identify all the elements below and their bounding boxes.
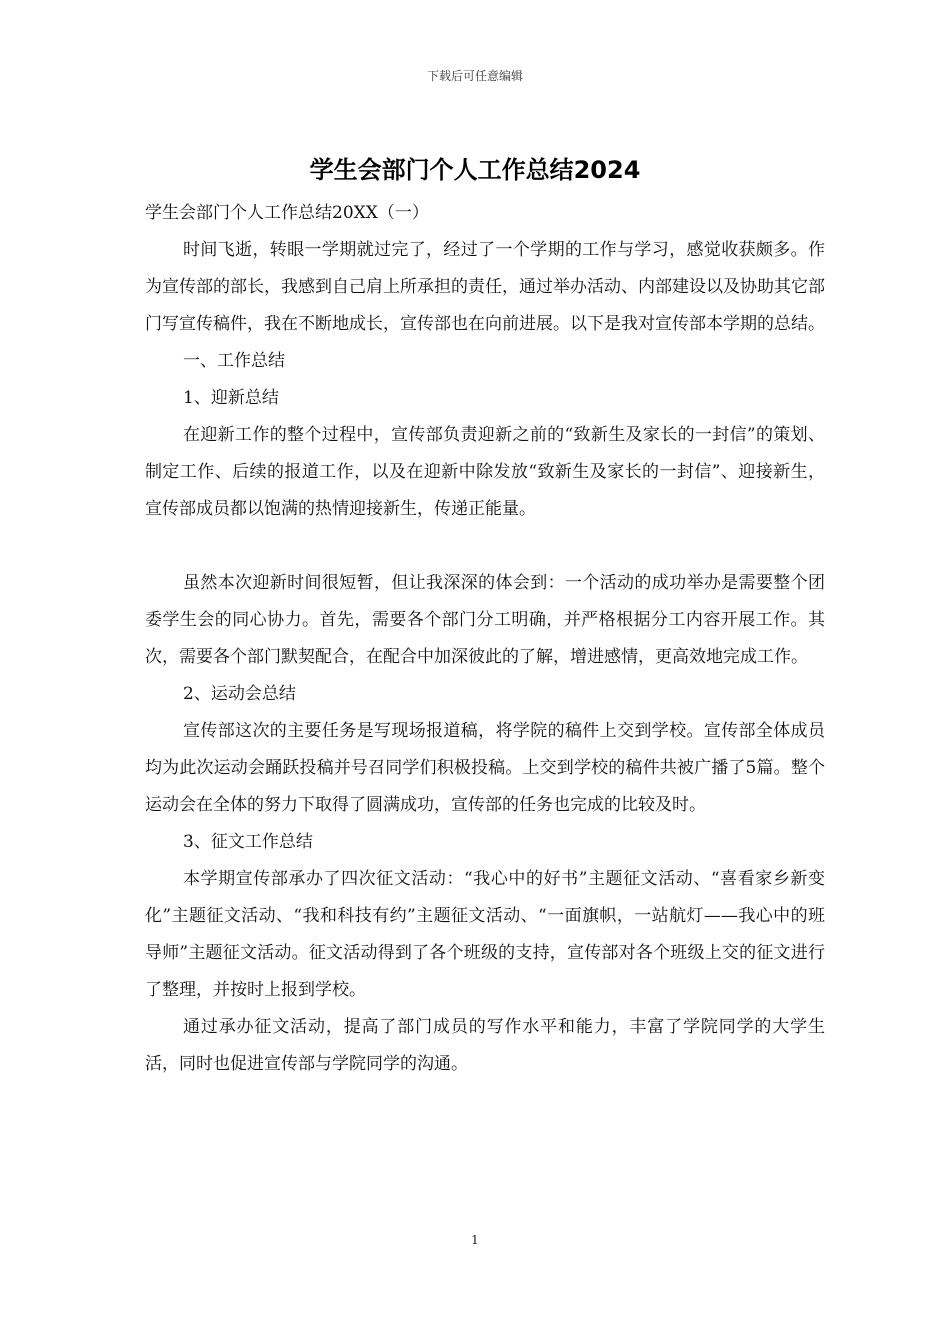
paragraph-intro: 时间飞逝，转眼一学期就过完了，经过了一个学期的工作与学习，感觉收获颇多。作为宣传部的部长，我感到自己肩上所承担的责任，通过举办活动、内部建设以及协助其它部门写宣传稿件，我在不断地成长，宣传部也在向前进展。以下是我对宣传部本学期的总结。 [145,240,825,334]
paragraph-essay: 本学期宣传部承办了四次征文活动：“我心中的好书”主题征文活动、“喜看家乡新变化”主题征文活动、“我和科技有约”主题征文活动、“一面旗帜，一站航灯——我心中的班导师”主题征文活动。征文活动得到了各个班级的支持，宣传部对各个班级上交的征文进行了整理，并按时上报到学校。 [145,869,825,1000]
paragraph-welcome: 在迎新工作的整个过程中，宣传部负责迎新之前的“致新生及家长的一封信”的策划、制定工作、后续的报道工作，以及在迎新中除发放“致新生及家长的一封信”、迎接新生，宣传部成员都以饱满的热情迎接新生，传递正能量。 [145,425,825,519]
document-title: 学生会部门个人工作总结2024 [309,156,641,184]
subsection-heading-welcome: 1、迎新总结 [183,388,279,408]
page-header: 下载后可任意编辑 [426,69,523,83]
section-heading-work-summary: 一、工作总结 [183,351,285,371]
blank-line [145,528,825,565]
paragraph-essay-benefit: 通过承办征文活动，提高了部门成员的写作水平和能力，丰富了学院同学的大学生活，同时也促进宣传部与学院同学的沟通。 [145,1017,825,1074]
paragraph-welcome-reflection: 虽然本次迎新时间很短暂，但让我深深的体会到：一个活动的成功举办是需要整个团委学生会的同心协力。首先，需要各个部门分工明确，并严格根据分工内容开展工作。其次，需要各个部门默契配合，在配合中加深彼此的了解，增进感情，更高效地完成工作。 [145,573,825,667]
paragraph-sports: 宣传部这次的主要任务是写现场报道稿，将学院的稿件上交到学校。宣传部全体成员均为此次运动会踊跃投稿并号召同学们积极投稿。上交到学校的稿件共被广播了5篇。整个运动会在全体的努力下取得了圆满成功，宣传部的任务也完成的比较及时。 [145,721,825,815]
subsection-heading-sports: 2、运动会总结 [183,684,296,704]
document-subtitle: 学生会部门个人工作总结20XX（一） [145,203,429,223]
subsection-heading-essay: 3、征文工作总结 [183,832,313,852]
document-body [145,195,825,1083]
page-number: 1 [471,1233,479,1247]
